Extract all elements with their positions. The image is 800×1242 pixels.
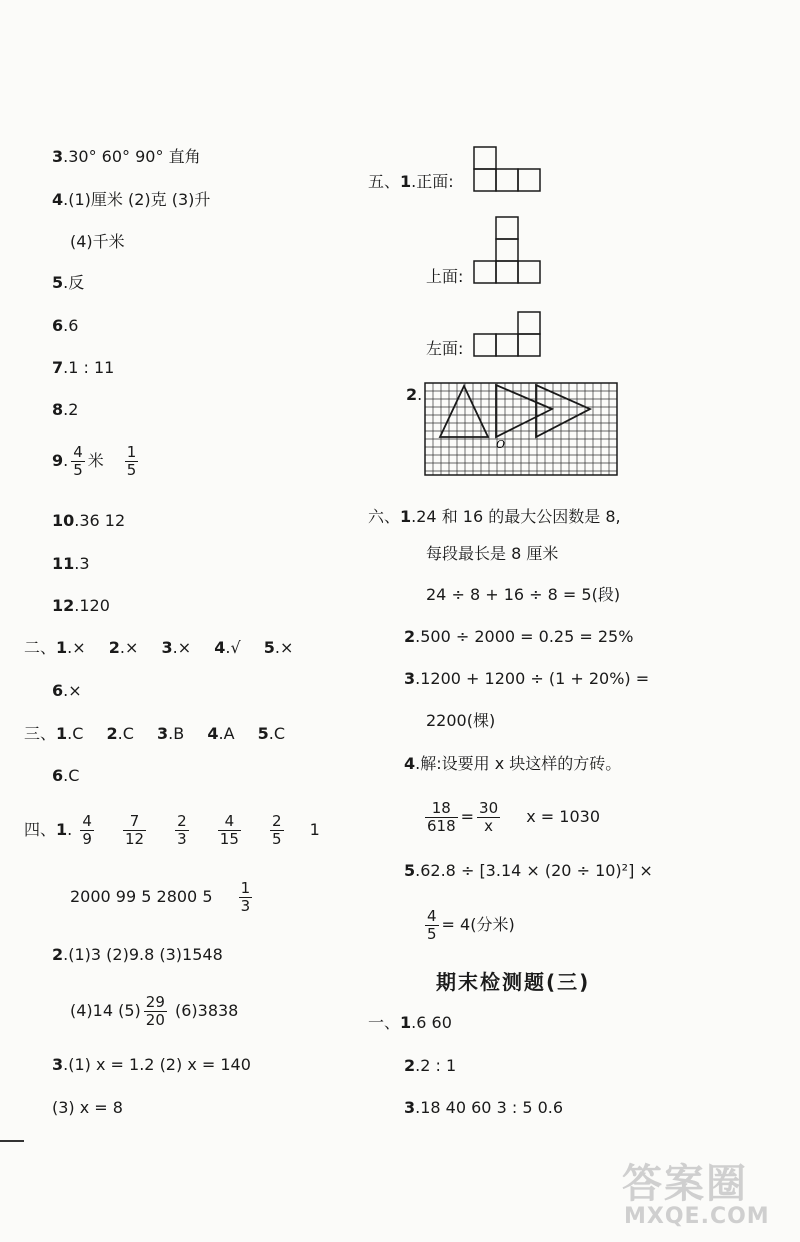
triangle-rotated-1 xyxy=(496,385,552,437)
section-4-row1: 四、1. $\frac{4}{9}$ $\frac{7}{12}$ $\frac{2}{3}$ $\frac{4}{15}$ $\frac{2}{5}$ 1 xyxy=(24,812,320,848)
cube-face xyxy=(496,334,518,356)
fraction: $\frac{1}{3}$ xyxy=(240,879,251,915)
answer-5: 5.反 xyxy=(52,273,85,292)
cube-face xyxy=(496,261,518,283)
fraction: $\frac{4}{5}$ xyxy=(427,907,437,943)
section-4-row2: 2000 99 5 2800 5 $\frac{1}{3}$ xyxy=(70,879,251,915)
section-5-q2-label: 2. xyxy=(406,385,423,404)
rotation-grid-figure xyxy=(424,382,620,478)
fraction: $\frac{7}{12}$ xyxy=(124,812,145,848)
answer-6: 6.6 xyxy=(52,316,79,335)
answer-7: 7.1 : 11 xyxy=(52,358,115,377)
final-q3: 3.18 40 60 3 : 5 0.6 xyxy=(404,1098,564,1117)
watermark-url: MXQE.COM xyxy=(624,1204,770,1229)
section-6-q5-result: $\frac{4}{5}$ = 4(分米) xyxy=(427,907,515,943)
section-4-q2-cont: (4)14 (5) $\frac{29}{20}$ (6)3838 xyxy=(70,993,239,1029)
left-view-label: 左面: xyxy=(426,339,464,358)
cube-face xyxy=(496,169,518,191)
answer-3: 3.30° 60° 90° 直角 xyxy=(52,147,201,166)
section-6-q1: 六、1.24 和 16 的最大公因数是 8, xyxy=(368,507,621,526)
answer-4: 4.(1)厘米 (2)克 (3)升 xyxy=(52,190,211,209)
cube-face xyxy=(474,261,496,283)
cube-face xyxy=(518,334,540,356)
answer-12: 12.120 xyxy=(52,596,110,615)
answer-9: 9. $\frac{4}{5}$ 米 $\frac{1}{5}$ xyxy=(52,443,137,479)
triangle-rotated-2 xyxy=(536,385,590,437)
exam-title: 期末检测题(三) xyxy=(436,970,591,994)
cube-face xyxy=(518,169,540,191)
cube-face xyxy=(518,261,540,283)
origin-label: O xyxy=(496,438,506,451)
section-2-row2: 6.× xyxy=(52,681,82,700)
section-6-q1-line3: 24 ÷ 8 + 16 ÷ 8 = 5(段) xyxy=(426,585,621,604)
section-4-q3: 3.(1) x = 1.2 (2) x = 140 xyxy=(52,1055,251,1074)
cube-face xyxy=(496,217,518,239)
section-6-q1-line2: 每段最长是 8 厘米 xyxy=(426,544,559,563)
cube-face xyxy=(518,312,540,334)
cube-face xyxy=(474,147,496,169)
final-q2: 2.2 : 1 xyxy=(404,1056,457,1075)
fraction: $\frac{29}{20}$ xyxy=(145,993,165,1029)
section-6-q4-equation: $\frac{18}{618}$ = $\frac{30}{x}$ x = 1030 xyxy=(427,799,600,835)
section-6-q4: 4.解:设要用 x 块这样的方砖。 xyxy=(404,754,622,773)
answer-4-cont: (4)千米 xyxy=(70,232,125,251)
fraction: $\frac{4}{9}$ xyxy=(82,812,92,848)
watermark-logo: 答案圈 xyxy=(622,1161,748,1207)
fraction: $\frac{4}{5}$ xyxy=(73,443,83,479)
fraction: $\frac{30}{x}$ xyxy=(479,799,499,835)
cube-face xyxy=(496,239,518,261)
section-3-row1: 三、1.C 2.C 3.B 4.A 5.C xyxy=(24,724,286,743)
section-3-row2: 6.C xyxy=(52,766,80,785)
section-5-q1-label: 五、1.正面: xyxy=(368,172,454,191)
section-2-row1: 二、1.× 2.× 3.× 4.√ 5.× xyxy=(24,638,294,657)
fraction: $\frac{2}{3}$ xyxy=(177,812,187,848)
top-view-label: 上面: xyxy=(426,267,464,286)
final-q1: 一、1.6 60 xyxy=(368,1013,452,1032)
fraction: $\frac{2}{5}$ xyxy=(271,812,282,848)
answer-10: 10.36 12 xyxy=(52,511,126,530)
front-view-figure xyxy=(473,146,543,194)
fraction: $\frac{18}{618}$ xyxy=(427,799,456,835)
cube-face xyxy=(474,169,496,191)
left-view-figure xyxy=(473,311,543,359)
answer-11: 11.3 xyxy=(52,554,90,573)
section-6-q2: 2.500 ÷ 2000 = 0.25 = 25% xyxy=(404,627,634,646)
grid xyxy=(425,383,617,475)
cube-face xyxy=(474,334,496,356)
section-6-q3: 3.1200 + 1200 ÷ (1 + 20%) = xyxy=(404,669,650,688)
section-6-q3-line2: 2200(棵) xyxy=(426,711,496,730)
section-6-q5: 5.62.8 ÷ [3.14 × (20 ÷ 10)²] × xyxy=(404,861,653,880)
edge-mark xyxy=(0,1140,24,1142)
fraction: $\frac{4}{15}$ xyxy=(219,812,239,848)
section-4-q2: 2.(1)3 (2)9.8 (3)1548 xyxy=(52,945,223,964)
top-view-figure xyxy=(473,216,543,286)
fraction: $\frac{1}{5}$ xyxy=(126,443,137,479)
section-4-q3-cont: (3) x = 8 xyxy=(52,1098,123,1117)
answer-8: 8.2 xyxy=(52,400,79,419)
